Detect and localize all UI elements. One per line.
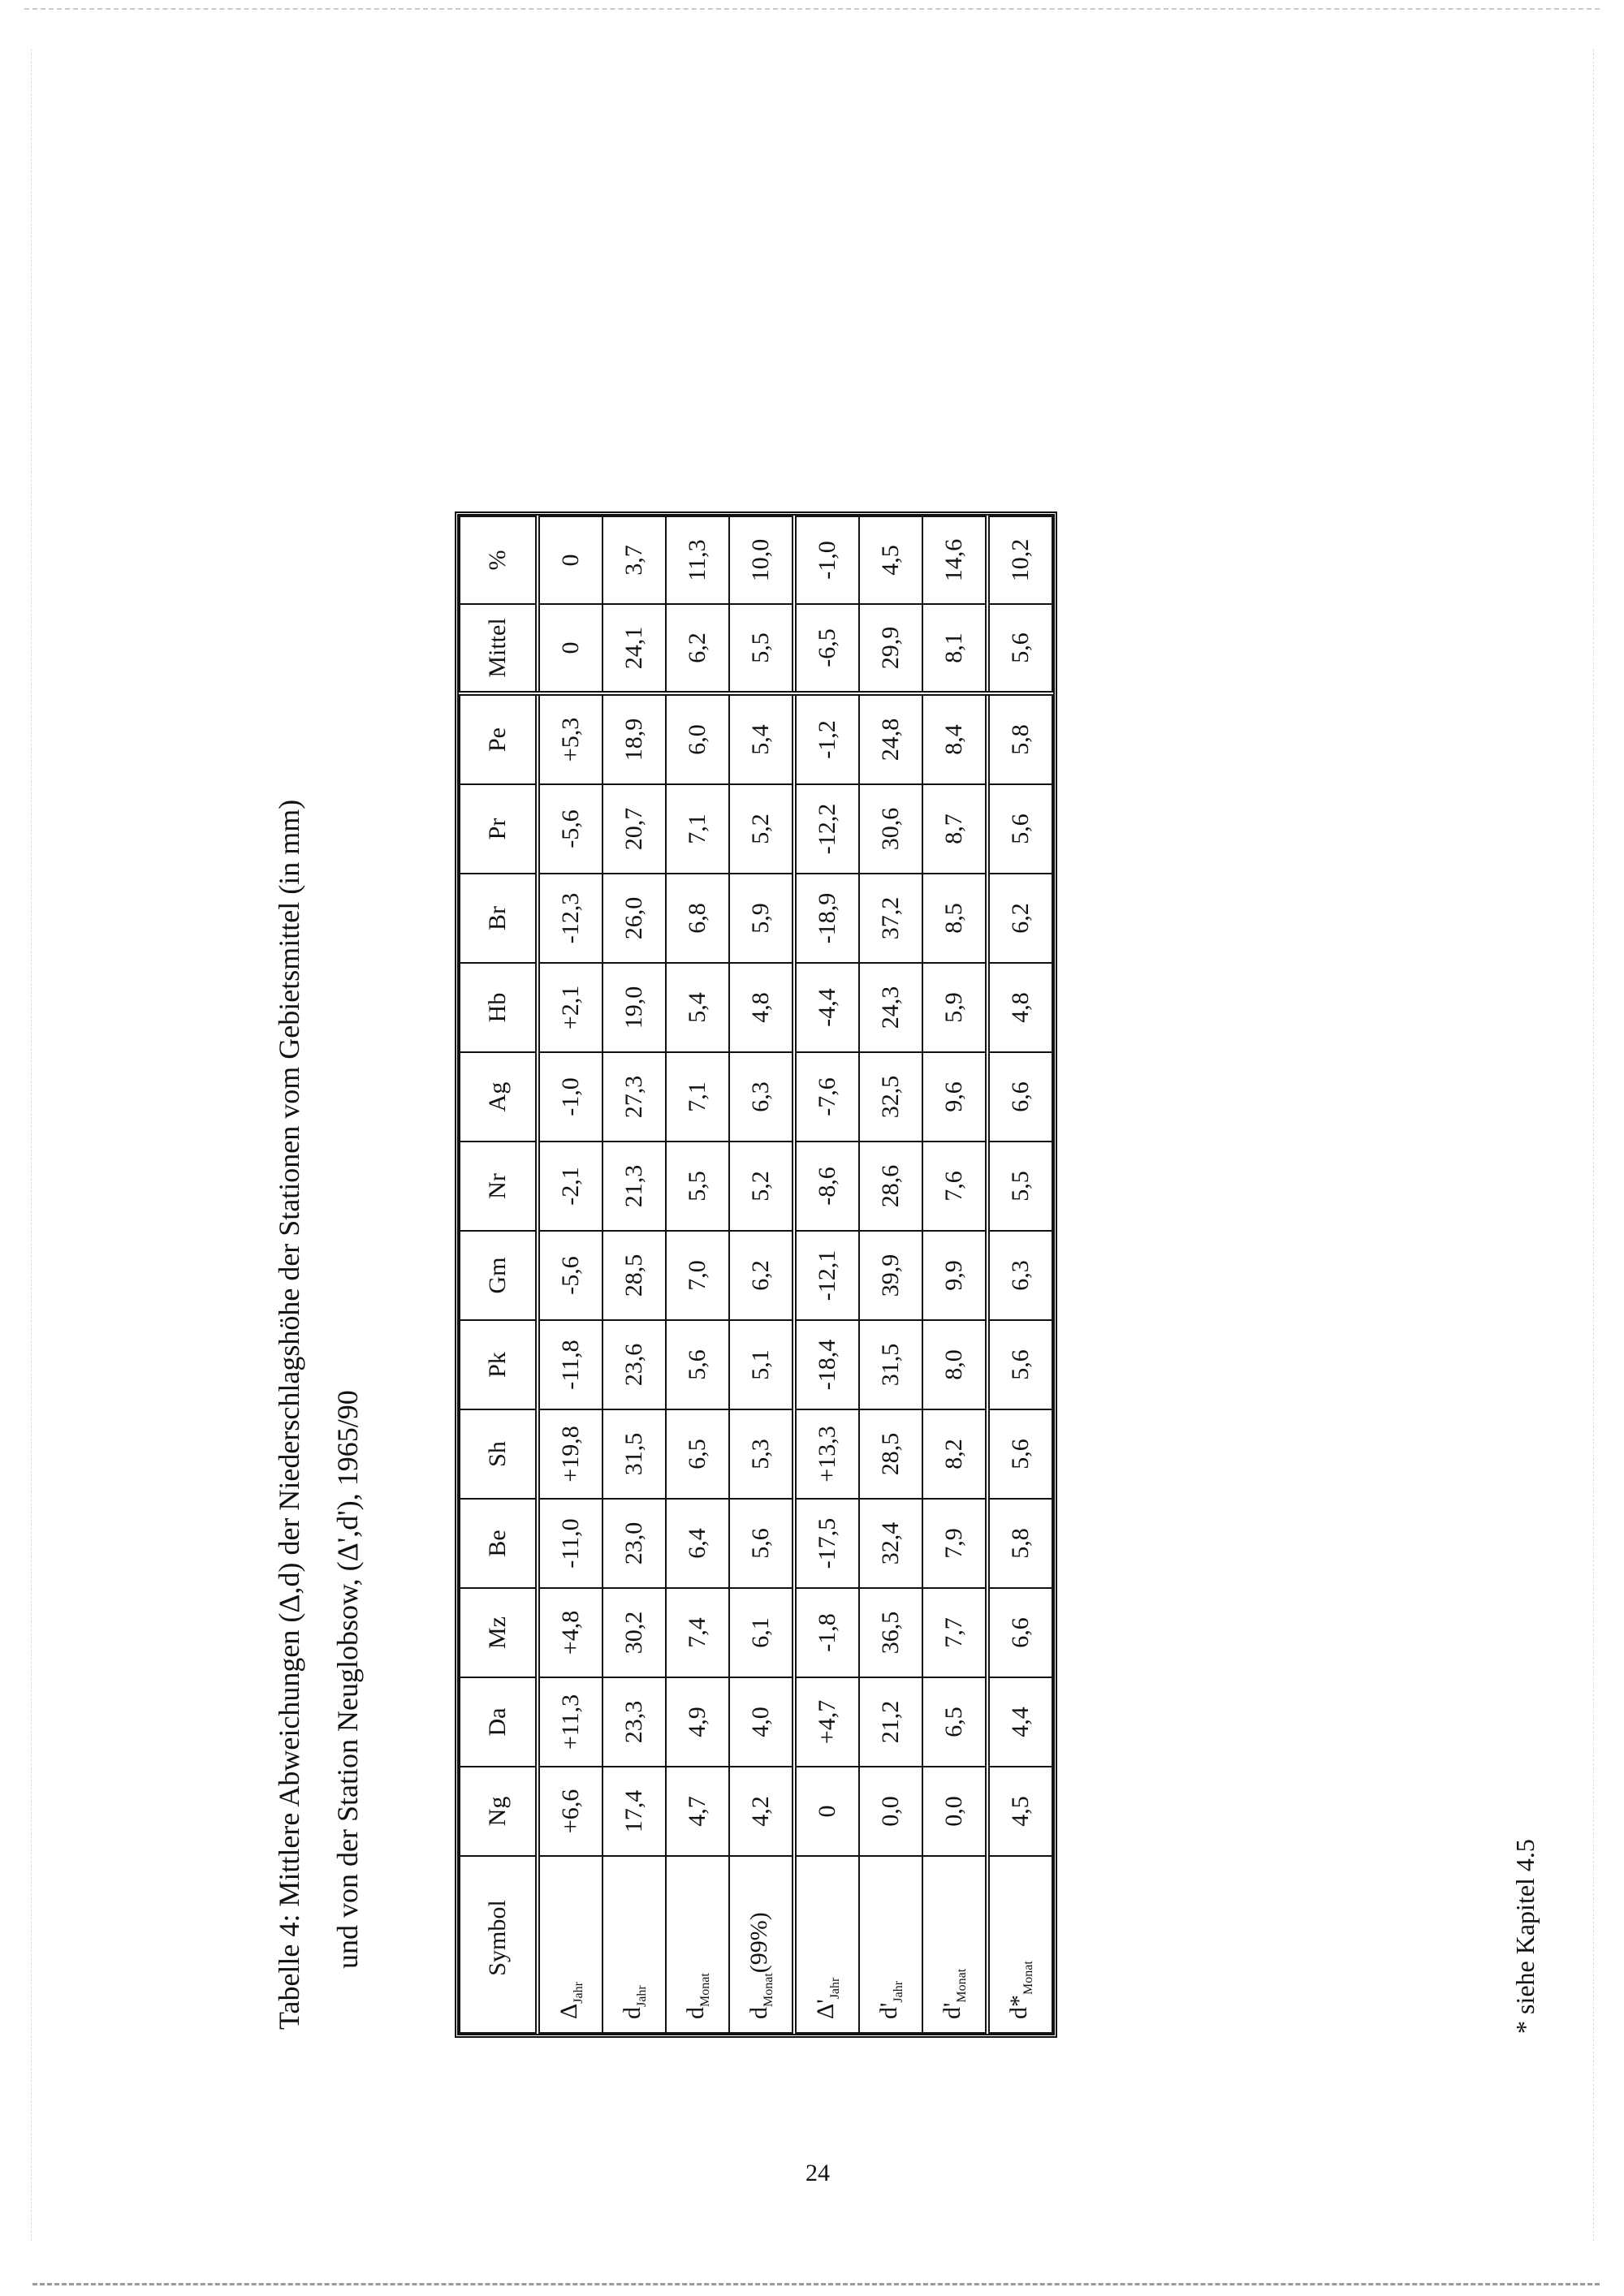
table-cell: -4,4: [794, 963, 859, 1052]
table-cell: -1,0: [538, 1052, 603, 1142]
table-header-cell: Symbol: [460, 1856, 538, 2033]
table-cell: +13,3: [794, 1409, 859, 1499]
table-cell: -1,8: [794, 1588, 859, 1677]
table-cell: 5,5: [666, 1142, 729, 1231]
symbol-base: Δ': [812, 1999, 839, 2019]
symbol-base: d': [875, 2002, 902, 2019]
table-header-cell: Ng: [460, 1767, 538, 1856]
table-cell: 5,8: [987, 1499, 1052, 1588]
table-cell: 5,9: [729, 874, 794, 963]
table-cell: 7,6: [922, 1142, 987, 1231]
row-symbol: [729, 1856, 794, 2033]
symbol-base: d: [619, 2007, 646, 2019]
symbol-subscript: Jahr: [572, 1982, 585, 2004]
symbol-subscript: Jahr: [635, 1985, 649, 2007]
row-symbol: [922, 1856, 987, 2033]
table-header-cell: Sh: [460, 1409, 538, 1499]
table-row: [729, 516, 794, 2033]
table-cell: 23,6: [603, 1320, 666, 1409]
scan-edge-bottom: [32, 2283, 1600, 2285]
table-cell: 11,3: [666, 516, 729, 604]
table-cell: 24,8: [859, 693, 922, 784]
table-cell: 14,6: [922, 516, 987, 604]
symbol-base: d': [939, 2002, 965, 2019]
table-cell: -12,3: [538, 874, 603, 963]
table-cell: -2,1: [538, 1142, 603, 1231]
table-cell: 19,0: [603, 963, 666, 1052]
deviation-table: [459, 516, 1053, 2034]
row-symbol: [538, 1856, 603, 2033]
table-cell: -5,6: [538, 1231, 603, 1320]
table-cell: -1,0: [794, 516, 859, 604]
table-cell: 23,3: [603, 1677, 666, 1767]
table-row: [666, 516, 729, 2033]
table-cell: 6,8: [666, 874, 729, 963]
table-header-cell: Pr: [460, 784, 538, 874]
table-header-cell: Pe: [460, 693, 538, 784]
symbol-suffix: (99%): [745, 1912, 772, 1974]
table-cell: -5,6: [538, 784, 603, 874]
table-cell: 24,3: [859, 963, 922, 1052]
table-cell: 9,6: [922, 1052, 987, 1142]
table-cell: 17,4: [603, 1767, 666, 1856]
table-cell: 5,6: [987, 604, 1052, 693]
table-cell: 6,6: [987, 1052, 1052, 1142]
table-cell: 0,0: [859, 1767, 922, 1856]
table-cell: 5,6: [729, 1499, 794, 1588]
table-cell: 5,5: [729, 604, 794, 693]
table-cell: 6,3: [729, 1052, 794, 1142]
table-cell: 0,0: [922, 1767, 987, 1856]
table-cell: 5,6: [987, 1409, 1052, 1499]
symbol-subscript: Monat: [955, 1968, 969, 2003]
table-cell: -7,6: [794, 1052, 859, 1142]
table-cell: 6,5: [666, 1409, 729, 1499]
table-cell: 5,6: [987, 1320, 1052, 1409]
table-row: [794, 516, 859, 2033]
table-cell: 18,9: [603, 693, 666, 784]
table-header-cell: Mz: [460, 1588, 538, 1677]
table-cell: 23,0: [603, 1499, 666, 1588]
symbol-base: d: [745, 2007, 772, 2019]
table-cell: 4,9: [666, 1677, 729, 1767]
table-cell: -6,5: [794, 604, 859, 693]
table-cell: 5,9: [922, 963, 987, 1052]
table-row: [987, 516, 1052, 2033]
page-number: 24: [806, 2160, 830, 2186]
row-symbol: [666, 1856, 729, 2033]
table-cell: 10,0: [729, 516, 794, 604]
row-symbol: [859, 1856, 922, 2033]
table-cell: 36,5: [859, 1588, 922, 1677]
table-cell: 8,4: [922, 693, 987, 784]
table-cell: 31,5: [859, 1320, 922, 1409]
table-cell: 5,4: [666, 963, 729, 1052]
table-cell: 8,0: [922, 1320, 987, 1409]
table-cell: 21,2: [859, 1677, 922, 1767]
table-cell: +11,3: [538, 1677, 603, 1767]
table-cell: 6,2: [987, 874, 1052, 963]
table-cell: 30,2: [603, 1588, 666, 1677]
table-cell: 5,2: [729, 1142, 794, 1231]
table-cell: 4,2: [729, 1767, 794, 1856]
table-cell: -12,2: [794, 784, 859, 874]
table-row: [603, 516, 666, 2033]
table-cell: 6,3: [987, 1231, 1052, 1320]
table-cell: 4,8: [729, 963, 794, 1052]
symbol-subscript: Jahr: [828, 1977, 842, 2000]
rotated-page-content: [260, 235, 1624, 2249]
table-cell: 3,7: [603, 516, 666, 604]
table-header-cell: Br: [460, 874, 538, 963]
row-symbol: [987, 1856, 1052, 2033]
table-cell: 0: [538, 604, 603, 693]
table-cell: 6,5: [922, 1677, 987, 1767]
symbol-base: d*: [1005, 1995, 1032, 2019]
table-cell: 5,1: [729, 1320, 794, 1409]
table-cell: 5,5: [987, 1142, 1052, 1231]
table-cell: +4,7: [794, 1677, 859, 1767]
table-cell: 7,1: [666, 1052, 729, 1142]
table-cell: +6,6: [538, 1767, 603, 1856]
table-cell: 7,1: [666, 784, 729, 874]
table-cell: 4,5: [859, 516, 922, 604]
symbol-subscript: Monat: [698, 1973, 712, 2007]
table-cell: -11,0: [538, 1499, 603, 1588]
table-cell: 32,5: [859, 1052, 922, 1142]
table-cell: 27,3: [603, 1052, 666, 1142]
table-cell: 5,4: [729, 693, 794, 784]
table-cell: +4,8: [538, 1588, 603, 1677]
table-cell: 37,2: [859, 874, 922, 963]
table-cell: -11,8: [538, 1320, 603, 1409]
table-cell: 4,7: [666, 1767, 729, 1856]
table-cell: 21,3: [603, 1142, 666, 1231]
table-cell: -17,5: [794, 1499, 859, 1588]
table-cell: 28,6: [859, 1142, 922, 1231]
table-header-cell: Ag: [460, 1052, 538, 1142]
table-header-cell: Pk: [460, 1320, 538, 1409]
table-cell: 6,4: [666, 1499, 729, 1588]
caption-line-2: und von der Station Neuglobsow, (Δ',d'), 1965/90: [331, 1390, 364, 1969]
table-cell: 5,3: [729, 1409, 794, 1499]
table-cell: 6,2: [666, 604, 729, 693]
table-cell: 5,2: [729, 784, 794, 874]
table-cell: 4,0: [729, 1677, 794, 1767]
table-cell: 8,1: [922, 604, 987, 693]
table-cell: 5,8: [987, 693, 1052, 784]
table-cell: 28,5: [859, 1409, 922, 1499]
table-cell: 6,0: [666, 693, 729, 784]
table-cell: 20,7: [603, 784, 666, 874]
table-cell: 39,9: [859, 1231, 922, 1320]
scan-edge-left: [31, 49, 32, 2241]
row-symbol: [603, 1856, 666, 2033]
table-cell: 5,6: [666, 1320, 729, 1409]
table-cell: 4,8: [987, 963, 1052, 1052]
table-cell: 26,0: [603, 874, 666, 963]
symbol-base: d: [682, 2007, 709, 2019]
table-header-cell: %: [460, 516, 538, 604]
table-cell: 8,7: [922, 784, 987, 874]
table-header-cell: Nr: [460, 1142, 538, 1231]
table-cell: 10,2: [987, 516, 1052, 604]
table-header-cell: Gm: [460, 1231, 538, 1320]
scan-edge-top: [24, 8, 1600, 10]
table-caption: [260, 325, 377, 2030]
table-cell: 7,4: [666, 1588, 729, 1677]
table-frame: [455, 511, 1057, 2038]
symbol-base: Δ: [555, 2003, 582, 2019]
table-cell: 32,4: [859, 1499, 922, 1588]
table-row: [538, 516, 603, 2033]
table-cell: 4,4: [987, 1677, 1052, 1767]
table-cell: 30,6: [859, 784, 922, 874]
table-cell: 0: [538, 516, 603, 604]
table-cell: 5,6: [987, 784, 1052, 874]
table-cell: 24,1: [603, 604, 666, 693]
table-cell: 6,6: [987, 1588, 1052, 1677]
table-cell: 28,5: [603, 1231, 666, 1320]
table-row: [922, 516, 987, 2033]
table-cell: +19,8: [538, 1409, 603, 1499]
table-header-cell: Be: [460, 1499, 538, 1588]
table-cell: 31,5: [603, 1409, 666, 1499]
table-cell: 8,5: [922, 874, 987, 963]
table-cell: 6,1: [729, 1588, 794, 1677]
table-cell: 6,2: [729, 1231, 794, 1320]
table-cell: -18,9: [794, 874, 859, 963]
table-cell: 7,7: [922, 1588, 987, 1677]
table-cell: 7,0: [666, 1231, 729, 1320]
table-cell: -8,6: [794, 1142, 859, 1231]
table-cell: +2,1: [538, 963, 603, 1052]
table-header-cell: Hb: [460, 963, 538, 1052]
table-header-row: [460, 516, 538, 2033]
caption-line-1: Tabelle 4: Mittlere Abweichungen (Δ,d) der Niederschlagshöhe der Stationen vom Gebietsmittel (in mm): [273, 799, 305, 2030]
symbol-subscript: Monat: [1021, 1961, 1035, 1995]
table-row: [859, 516, 922, 2033]
table-header-cell: Da: [460, 1677, 538, 1767]
footnote: * siehe Kapitel 4.5: [1510, 1839, 1540, 2034]
table-cell: 4,5: [987, 1767, 1052, 1856]
symbol-subscript: Monat: [762, 1973, 775, 2007]
symbol-subscript: Jahr: [892, 1980, 905, 2003]
table-cell: 7,9: [922, 1499, 987, 1588]
table-cell: 29,9: [859, 604, 922, 693]
table-cell: 0: [794, 1767, 859, 1856]
table-cell: 9,9: [922, 1231, 987, 1320]
table-cell: +5,3: [538, 693, 603, 784]
table-cell: -12,1: [794, 1231, 859, 1320]
table-cell: 8,2: [922, 1409, 987, 1499]
table-cell: -18,4: [794, 1320, 859, 1409]
table-header-cell: Mittel: [460, 604, 538, 693]
row-symbol: [794, 1856, 859, 2033]
table-cell: -1,2: [794, 693, 859, 784]
